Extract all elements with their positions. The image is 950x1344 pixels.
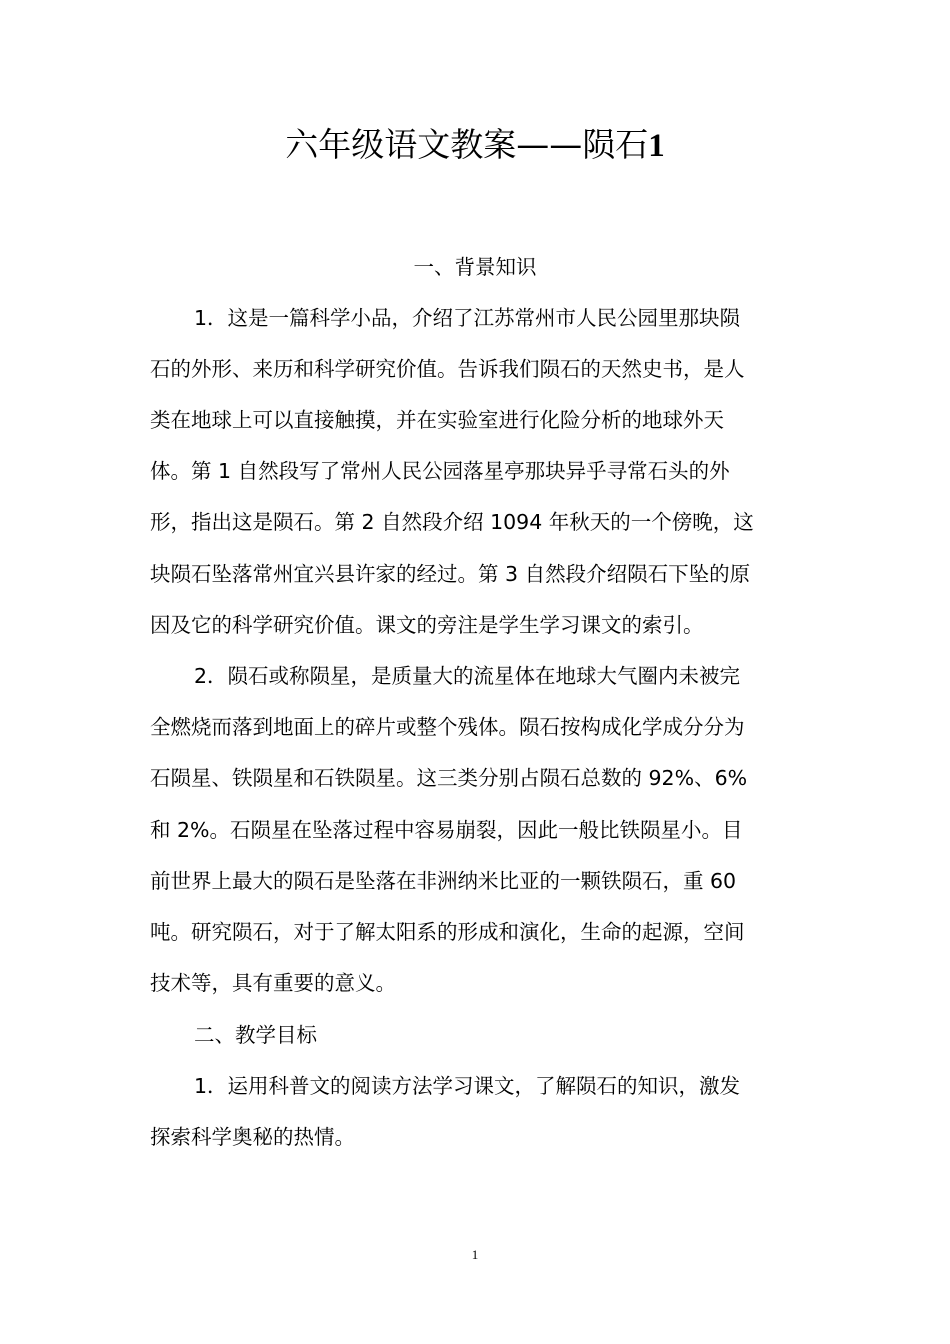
paragraph-line: 探索科学奥秘的热情。 xyxy=(150,1125,355,1149)
paragraph-line: 形，指出这是陨石。第 2 自然段介绍 1094 年秋天的一个傍晚，这 xyxy=(150,510,754,534)
paragraph-line: 2．陨石或称陨星，是质量大的流星体在地球大气圈内未被完 xyxy=(194,664,741,688)
section-heading-goals: 二、教学目标 xyxy=(194,1023,317,1047)
paragraph-line: 因及它的科学研究价值。课文的旁注是学生学习课文的索引。 xyxy=(150,613,704,637)
paragraph-line: 和 2%。石陨星在坠落过程中容易崩裂，因此一般比铁陨星小。目 xyxy=(150,818,743,842)
title-number: 1 xyxy=(648,128,665,164)
paragraph-line: 1．运用科普文的阅读方法学习课文，了解陨石的知识，激发 xyxy=(194,1074,741,1098)
paragraph-line: 块陨石坠落常州宜兴县许家的经过。第 3 自然段介绍陨石下坠的原 xyxy=(150,562,751,586)
paragraph-line: 吨。研究陨石，对于了解太阳系的形成和演化，生命的起源，空间 xyxy=(150,920,745,944)
paragraph-line: 技术等，具有重要的意义。 xyxy=(150,971,396,995)
paragraph-line: 石陨星、铁陨星和石铁陨星。这三类分别占陨石总数的 92%、6% xyxy=(150,766,748,790)
document-title xyxy=(0,120,950,171)
page-number: 1 xyxy=(471,1247,479,1262)
paragraph-line: 1．这是一篇科学小品，介绍了江苏常州市人民公园里那块陨 xyxy=(194,306,741,330)
paragraph-line: 类在地球上可以直接触摸，并在实验室进行化险分析的地球外天 xyxy=(150,408,724,432)
section-heading-background: 一、背景知识 xyxy=(413,255,537,279)
title-text: 六年级语文教案——陨石 xyxy=(285,125,649,164)
paragraph-line: 体。第 1 自然段写了常州人民公园落星亭那块异乎寻常石头的外 xyxy=(150,459,730,483)
paragraph-line: 前世界上最大的陨石是坠落在非洲纳米比亚的一颗铁陨石，重 60 xyxy=(150,869,737,893)
paragraph-line: 全燃烧而落到地面上的碎片或整个残体。陨石按构成化学成分分为 xyxy=(150,715,745,739)
paragraph-line: 石的外形、来历和科学研究价值。告诉我们陨石的天然史书，是人 xyxy=(150,357,745,381)
